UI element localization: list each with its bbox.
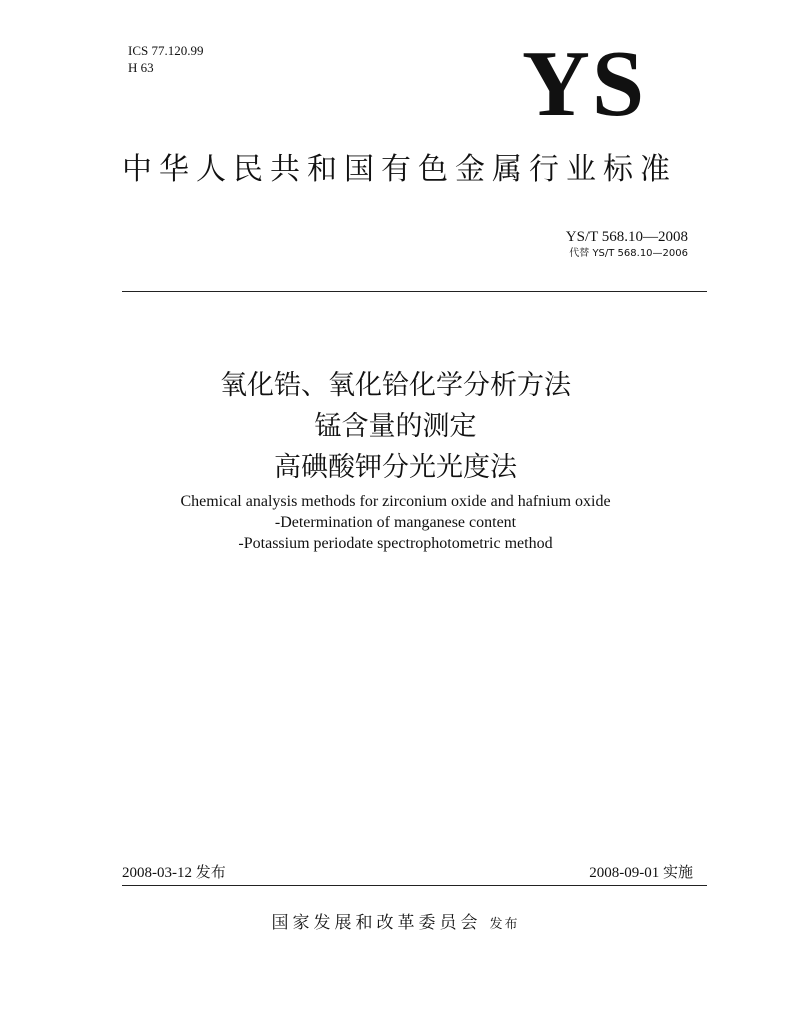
- title-en-line3: -Potassium periodate spectrophotometric method: [238, 535, 553, 552]
- header-divider: [122, 291, 707, 292]
- ics-code: ICS 77.120.99: [128, 43, 204, 58]
- implement-date: 2008-09-01 实施: [589, 865, 693, 881]
- ccs-code: H 63: [128, 60, 154, 75]
- industry-standard-title: 中华人民共和国有色金属行业标准: [122, 152, 677, 187]
- title-cn-line3: 高碘酸钾分光光度法: [274, 452, 517, 483]
- title-cn-line2: 锰含量的测定: [314, 411, 477, 442]
- title-en-line2: -Determination of manganese content: [274, 514, 517, 531]
- footer-divider: [122, 885, 707, 886]
- issue-date: 2008-03-12 发布: [122, 865, 226, 881]
- standard-number: YS/T 568.10—2008: [565, 229, 688, 245]
- title-en-line1: Chemical analysis methods for zirconium oxide and hafnium oxide: [180, 493, 611, 510]
- title-cn-line1: 氧化锆、氧化铪化学分析方法: [220, 370, 571, 401]
- ys-logo: YS: [522, 32, 647, 136]
- replaces-standard: 代替 YS/T 568.10—2006: [569, 248, 688, 259]
- issuer-name: 国家发展和改革委员会: [271, 913, 482, 933]
- issuer-line: [0, 908, 791, 933]
- classification-codes: [128, 42, 203, 76]
- issuer-suffix: 发布: [489, 917, 520, 932]
